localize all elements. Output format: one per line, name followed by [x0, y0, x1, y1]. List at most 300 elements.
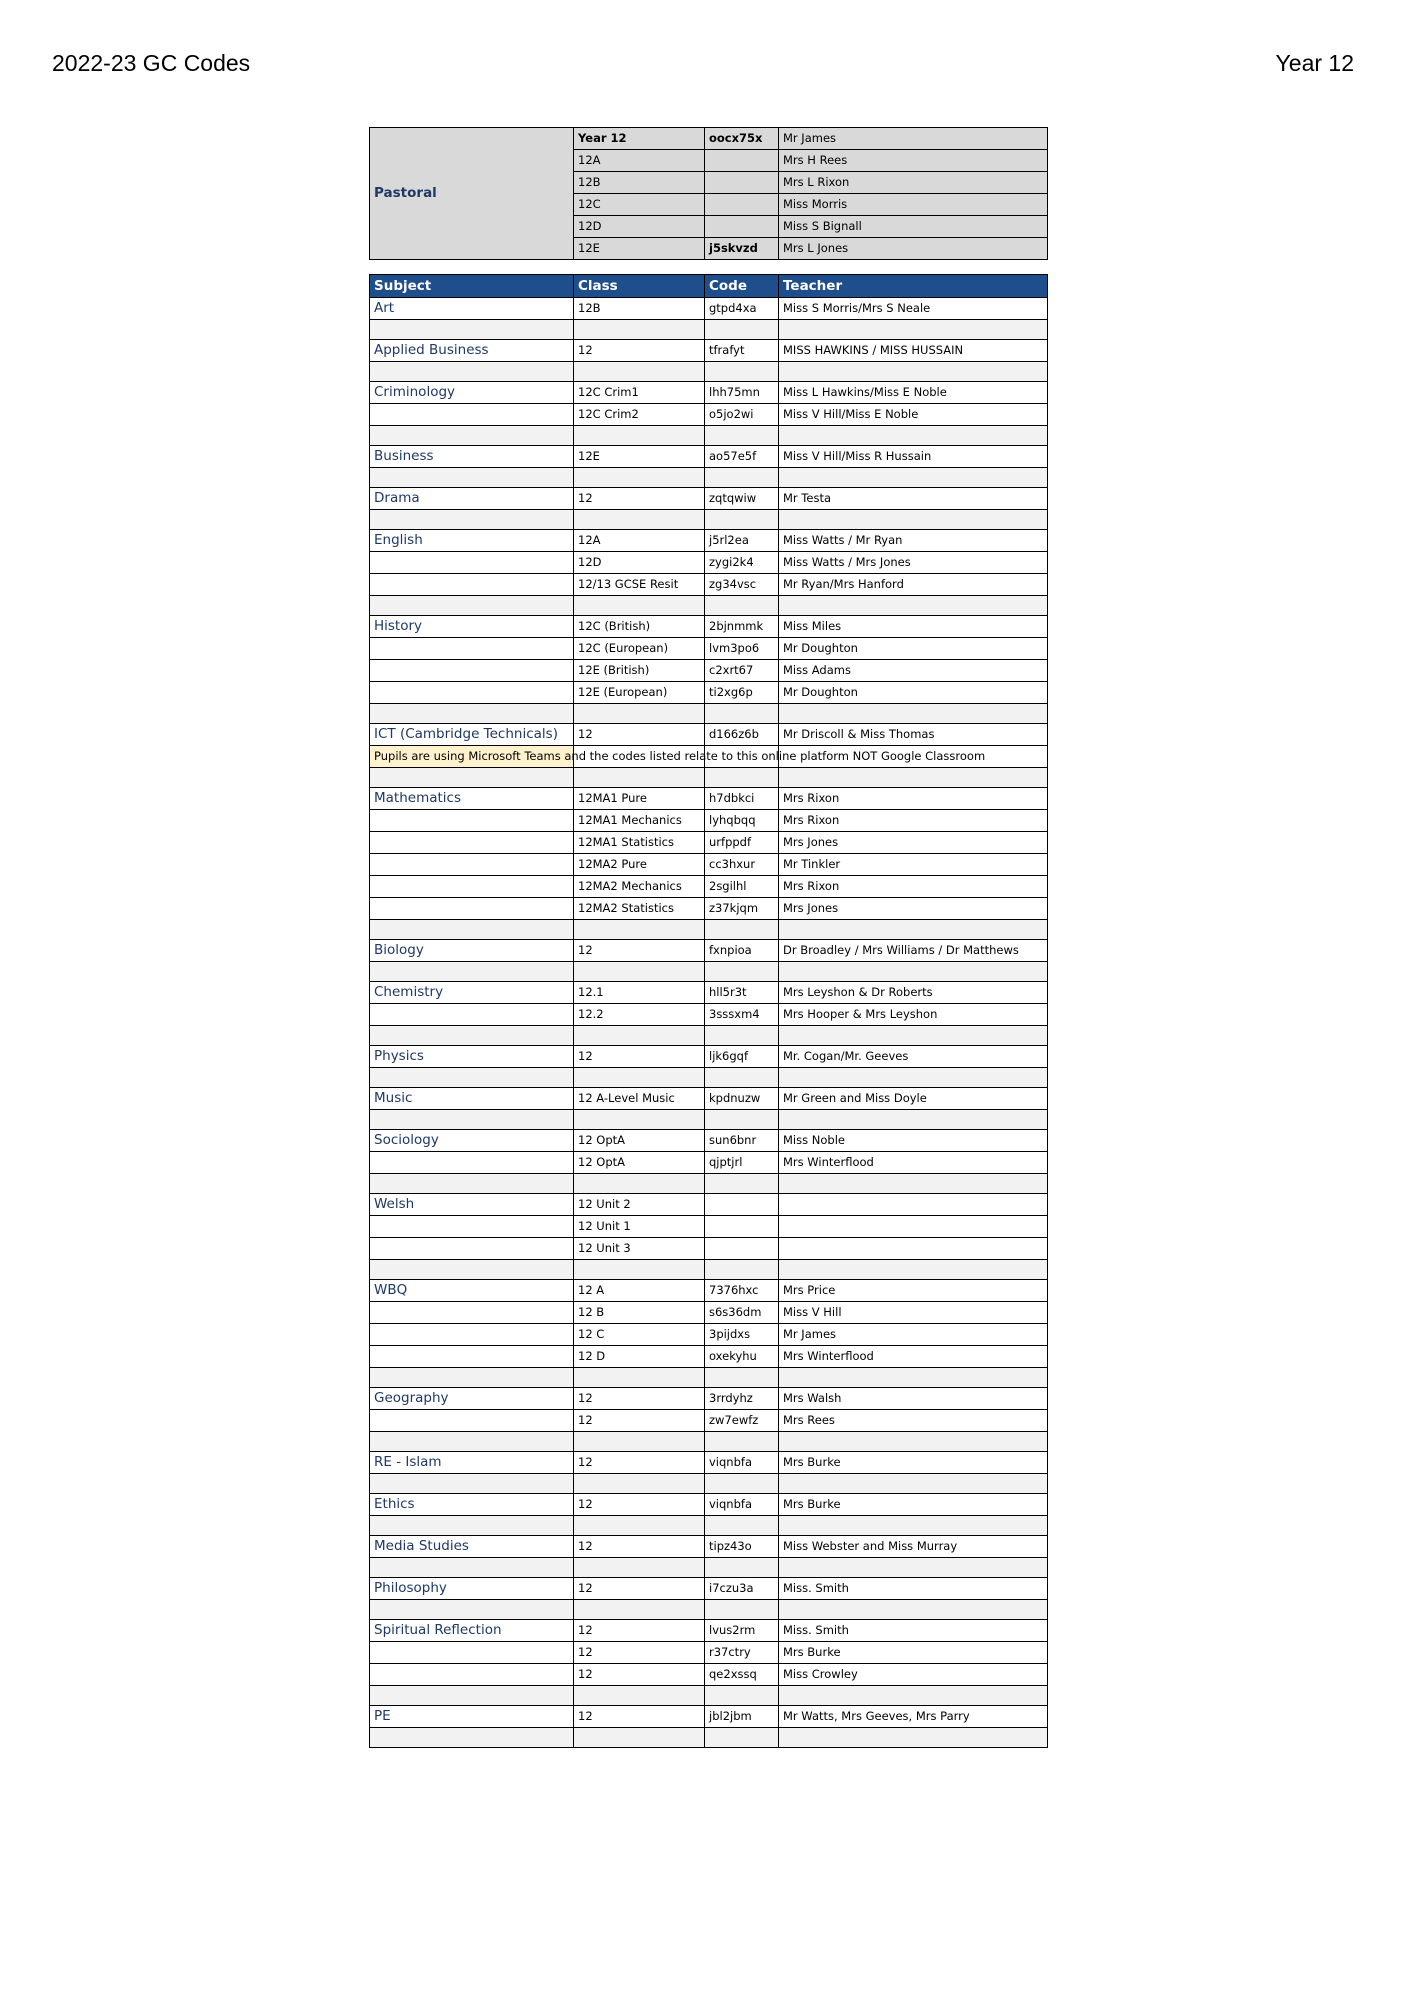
teacher-cell: Mrs Leyshon & Dr Roberts [779, 982, 1048, 1004]
teacher-cell: Miss. Smith [779, 1578, 1048, 1600]
table-row [370, 1388, 1048, 1410]
subject-cell [370, 638, 574, 660]
spacer-row [370, 1174, 1048, 1194]
class-cell: 12 [574, 1578, 705, 1600]
table-row [370, 660, 1048, 682]
subject-name: ICT (Cambridge Technicals) [370, 724, 574, 746]
subject-name: Philosophy [370, 1578, 574, 1600]
table-row [370, 298, 1048, 320]
spacer-row [370, 962, 1048, 982]
teacher-cell: Mrs L Jones [779, 238, 1048, 260]
class-cell: 12.1 [574, 982, 705, 1004]
code-cell: viqnbfa [705, 1494, 779, 1516]
spacer-cell [705, 426, 779, 446]
teacher-cell: Mr Tinkler [779, 854, 1048, 876]
class-cell: 12B [574, 298, 705, 320]
table-row [370, 876, 1048, 898]
spacer-cell [370, 1068, 574, 1088]
class-cell: 12C [574, 194, 705, 216]
subject-name: Applied Business [370, 340, 574, 362]
class-cell: 12.2 [574, 1004, 705, 1026]
code-cell: ljk6gqf [705, 1046, 779, 1068]
table-row [370, 1642, 1048, 1664]
class-cell: 12B [574, 172, 705, 194]
subject-name: Criminology [370, 382, 574, 404]
spacer-cell [779, 468, 1048, 488]
table-row [370, 530, 1048, 552]
table-row [370, 1578, 1048, 1600]
spacer-cell [574, 920, 705, 940]
spacer-cell [779, 320, 1048, 340]
spacer-cell [705, 1686, 779, 1706]
table-row [370, 1536, 1048, 1558]
spacer-cell [370, 1686, 574, 1706]
spacer-cell [705, 362, 779, 382]
teacher-cell: Mrs Rees [779, 1410, 1048, 1432]
code-cell: ao57e5f [705, 446, 779, 468]
spacer-cell [705, 920, 779, 940]
table-row [370, 446, 1048, 468]
spacer-cell [370, 1368, 574, 1388]
class-cell: 12 [574, 1536, 705, 1558]
column-header: Class [574, 275, 705, 298]
class-cell: 12MA1 Pure [574, 788, 705, 810]
spacer-cell [779, 426, 1048, 446]
code-cell [705, 1194, 779, 1216]
spacer-cell [574, 1686, 705, 1706]
spacer-row [370, 1474, 1048, 1494]
code-cell: sun6bnr [705, 1130, 779, 1152]
teacher-cell: Miss S Morris/Mrs S Neale [779, 298, 1048, 320]
spacer-row [370, 1432, 1048, 1452]
table-row [370, 854, 1048, 876]
spacer-cell [574, 1026, 705, 1046]
teacher-cell: Mr Ryan/Mrs Hanford [779, 574, 1048, 596]
code-cell: urfppdf [705, 832, 779, 854]
class-cell: 12E [574, 446, 705, 468]
table-row [370, 1452, 1048, 1474]
table-row [370, 1004, 1048, 1026]
spacer-cell [370, 1516, 574, 1536]
teacher-cell: Miss Watts / Mrs Jones [779, 552, 1048, 574]
spacer-cell [574, 1600, 705, 1620]
spacer-cell [574, 596, 705, 616]
spacer-row [370, 1260, 1048, 1280]
class-cell: 12 [574, 1664, 705, 1686]
teacher-cell: Mrs L Rixon [779, 172, 1048, 194]
subject-cell [370, 854, 574, 876]
subject-name: Media Studies [370, 1536, 574, 1558]
subject-cell [370, 660, 574, 682]
class-cell: 12 D [574, 1346, 705, 1368]
table-row [370, 1410, 1048, 1432]
spacer-cell [779, 1432, 1048, 1452]
code-cell: ti2xg6p [705, 682, 779, 704]
class-cell: 12 [574, 488, 705, 510]
spacer-cell [779, 1110, 1048, 1130]
subject-cell [370, 1664, 574, 1686]
spacer-cell [370, 468, 574, 488]
spacer-cell [574, 426, 705, 446]
spacer-cell [370, 1600, 574, 1620]
code-cell: z37kjqm [705, 898, 779, 920]
code-cell: fxnpioa [705, 940, 779, 962]
spacer-cell [705, 320, 779, 340]
spacer-cell [779, 260, 1048, 275]
table-row [370, 382, 1048, 404]
teacher-cell: Miss Webster and Miss Murray [779, 1536, 1048, 1558]
spacer-cell [779, 1368, 1048, 1388]
code-cell [705, 216, 779, 238]
code-cell: viqnbfa [705, 1452, 779, 1474]
spacer-cell [370, 768, 574, 788]
column-header: Subject [370, 275, 574, 298]
class-cell: 12C (British) [574, 616, 705, 638]
teacher-cell: Mrs Jones [779, 832, 1048, 854]
subject-cell [370, 832, 574, 854]
class-cell: 12 [574, 1494, 705, 1516]
class-cell: 12 [574, 724, 705, 746]
spacer-cell [779, 1474, 1048, 1494]
spacer-row [370, 1026, 1048, 1046]
spacer-row [370, 1110, 1048, 1130]
teacher-cell: Mrs Burke [779, 1642, 1048, 1664]
subject-cell [370, 1346, 574, 1368]
spacer-cell [779, 1728, 1048, 1748]
code-cell [705, 194, 779, 216]
spacer-cell [370, 426, 574, 446]
spacer-cell [779, 1686, 1048, 1706]
teacher-cell: Miss L Hawkins/Miss E Noble [779, 382, 1048, 404]
teacher-cell: Mrs Jones [779, 898, 1048, 920]
teacher-cell: Dr Broadley / Mrs Williams / Dr Matthews [779, 940, 1048, 962]
subject-cell [370, 1642, 574, 1664]
spacer-cell [574, 468, 705, 488]
spacer-cell [779, 1600, 1048, 1620]
subject-name: Geography [370, 1388, 574, 1410]
subject-cell [370, 810, 574, 832]
subject-name: Sociology [370, 1130, 574, 1152]
spacer-cell [370, 320, 574, 340]
platform-note: Pupils are using Microsoft Teams and the codes listed relate to this online platform NOT Google Classroom [370, 746, 574, 768]
table-row [370, 1046, 1048, 1068]
spacer-cell [779, 704, 1048, 724]
class-cell: 12 Unit 2 [574, 1194, 705, 1216]
spacer-cell [779, 1026, 1048, 1046]
year-label: Year 12 [1275, 50, 1354, 76]
spacer-cell [370, 260, 574, 275]
teacher-cell: Miss Adams [779, 660, 1048, 682]
subject-name: Chemistry [370, 982, 574, 1004]
code-cell: lvus2rm [705, 1620, 779, 1642]
table-row [370, 832, 1048, 854]
class-cell: 12 [574, 940, 705, 962]
teacher-cell [779, 1238, 1048, 1260]
class-cell: 12C Crim1 [574, 382, 705, 404]
teacher-cell [779, 1194, 1048, 1216]
pastoral-row [370, 128, 1048, 150]
spacer-cell [574, 1558, 705, 1578]
spacer-cell [705, 1110, 779, 1130]
spacer-cell [574, 1068, 705, 1088]
subject-name: History [370, 616, 574, 638]
subject-cell [370, 1238, 574, 1260]
teacher-cell: Miss Morris [779, 194, 1048, 216]
subject-name: WBQ [370, 1280, 574, 1302]
subject-cell [370, 1324, 574, 1346]
spacer-cell [574, 768, 705, 788]
teacher-cell: Mrs Rixon [779, 810, 1048, 832]
table-row [370, 1346, 1048, 1368]
spacer-cell [705, 768, 779, 788]
subject-cell [370, 1410, 574, 1432]
spacer-cell [779, 362, 1048, 382]
table-row [370, 340, 1048, 362]
class-cell: 12MA2 Mechanics [574, 876, 705, 898]
spacer-cell [779, 962, 1048, 982]
table-row [370, 1494, 1048, 1516]
spacer-cell [705, 962, 779, 982]
spacer-cell [574, 704, 705, 724]
table-row [370, 1302, 1048, 1324]
class-cell: 12/13 GCSE Resit [574, 574, 705, 596]
subject-cell [370, 682, 574, 704]
table-row [370, 1238, 1048, 1260]
table-row [370, 1324, 1048, 1346]
spacer-cell [779, 1068, 1048, 1088]
class-cell: 12MA1 Statistics [574, 832, 705, 854]
class-cell: 12D [574, 552, 705, 574]
spacer-cell [705, 1728, 779, 1748]
class-cell: 12 [574, 340, 705, 362]
spacer-row [370, 320, 1048, 340]
spacer-cell [574, 1368, 705, 1388]
class-cell: 12 A [574, 1280, 705, 1302]
column-header-row [370, 275, 1048, 298]
spacer-cell [705, 1600, 779, 1620]
pastoral-section [370, 128, 1048, 260]
code-cell: lyhqbqq [705, 810, 779, 832]
code-cell: 2bjnmmk [705, 616, 779, 638]
table-row [370, 1664, 1048, 1686]
teacher-cell: Mr Doughton [779, 638, 1048, 660]
subject-cell [370, 1152, 574, 1174]
code-cell: 3sssxm4 [705, 1004, 779, 1026]
teacher-cell: Miss V Hill/Miss R Hussain [779, 446, 1048, 468]
table-row [370, 638, 1048, 660]
class-cell: 12E [574, 238, 705, 260]
teacher-cell: Mrs H Rees [779, 150, 1048, 172]
table-row [370, 810, 1048, 832]
code-cell: i7czu3a [705, 1578, 779, 1600]
spacer-cell [370, 1558, 574, 1578]
code-cell: cc3hxur [705, 854, 779, 876]
code-cell: j5rl2ea [705, 530, 779, 552]
teacher-cell: Mr James [779, 1324, 1048, 1346]
spacer-cell [705, 1026, 779, 1046]
spacer-cell [705, 1474, 779, 1494]
table-row [370, 1088, 1048, 1110]
spacer-row [370, 362, 1048, 382]
subject-cell [370, 876, 574, 898]
spacer-cell [705, 1368, 779, 1388]
code-cell: r37ctry [705, 1642, 779, 1664]
subject-name: Welsh [370, 1194, 574, 1216]
subject-name: Music [370, 1088, 574, 1110]
spacer-cell [370, 596, 574, 616]
code-cell: j5skvzd [705, 238, 779, 260]
class-cell: 12A [574, 150, 705, 172]
spacer-cell [779, 1260, 1048, 1280]
spacer-cell [779, 768, 1048, 788]
spacer-cell [779, 920, 1048, 940]
code-cell: kpdnuzw [705, 1088, 779, 1110]
code-cell: d166z6b [705, 724, 779, 746]
spacer-row [370, 1516, 1048, 1536]
subject-name: Business [370, 446, 574, 468]
teacher-cell: Mrs Rixon [779, 876, 1048, 898]
spacer-cell [370, 1432, 574, 1452]
subject-cell [370, 1302, 574, 1324]
teacher-cell: Mrs Burke [779, 1452, 1048, 1474]
code-cell: qe2xssq [705, 1664, 779, 1686]
teacher-cell: Mr Driscoll & Miss Thomas [779, 724, 1048, 746]
class-cell: 12 [574, 1452, 705, 1474]
teacher-cell: Mr Watts, Mrs Geeves, Mrs Parry [779, 1706, 1048, 1728]
class-cell: 12C Crim2 [574, 404, 705, 426]
teacher-cell: Miss Watts / Mr Ryan [779, 530, 1048, 552]
spacer-cell [574, 510, 705, 530]
subject-name: Drama [370, 488, 574, 510]
spacer-cell [705, 1516, 779, 1536]
class-cell: 12 [574, 1388, 705, 1410]
class-cell: 12 [574, 1410, 705, 1432]
teacher-cell: Miss Noble [779, 1130, 1048, 1152]
spacer-cell [574, 1110, 705, 1130]
spacer-row [370, 596, 1048, 616]
spacer-cell [705, 260, 779, 275]
code-cell: tfrafyt [705, 340, 779, 362]
spacer-cell [370, 510, 574, 530]
spacer-row [370, 1600, 1048, 1620]
class-cell: 12 OptA [574, 1152, 705, 1174]
code-cell: qjptjrl [705, 1152, 779, 1174]
class-cell: 12 Unit 3 [574, 1238, 705, 1260]
subject-name: Physics [370, 1046, 574, 1068]
teacher-cell: Miss V Hill [779, 1302, 1048, 1324]
subject-cell [370, 552, 574, 574]
teacher-cell: Miss Miles [779, 616, 1048, 638]
classroom-codes-table [369, 127, 1048, 1748]
teacher-cell: Mrs Rixon [779, 788, 1048, 810]
spacer-cell [574, 1474, 705, 1494]
table-row [370, 1152, 1048, 1174]
spacer-cell [779, 1516, 1048, 1536]
class-cell: 12 C [574, 1324, 705, 1346]
teacher-cell: MISS HAWKINS / MISS HUSSAIN [779, 340, 1048, 362]
teacher-cell: Miss Crowley [779, 1664, 1048, 1686]
code-cell: zygi2k4 [705, 552, 779, 574]
table-row [370, 1194, 1048, 1216]
teacher-cell: Mr Green and Miss Doyle [779, 1088, 1048, 1110]
class-cell: 12 [574, 1620, 705, 1642]
subject-name: RE - Islam [370, 1452, 574, 1474]
table-row [370, 488, 1048, 510]
spacer-cell [370, 1474, 574, 1494]
class-cell: 12 [574, 1642, 705, 1664]
code-cell: tipz43o [705, 1536, 779, 1558]
table-row [370, 724, 1048, 746]
table-row [370, 1130, 1048, 1152]
spacer-cell [705, 596, 779, 616]
class-cell: 12E (British) [574, 660, 705, 682]
subject-cell [370, 1216, 574, 1238]
teacher-cell: Mrs Burke [779, 1494, 1048, 1516]
teacher-cell: Mr. Cogan/Mr. Geeves [779, 1046, 1048, 1068]
spacer-cell [370, 1110, 574, 1130]
spacer-row [370, 260, 1048, 275]
spacer-cell [370, 1728, 574, 1748]
code-cell: o5jo2wi [705, 404, 779, 426]
column-header: Teacher [779, 275, 1048, 298]
spacer-row [370, 768, 1048, 788]
teacher-cell: Mrs Hooper & Mrs Leyshon [779, 1004, 1048, 1026]
code-cell [705, 172, 779, 194]
teacher-cell: Mr James [779, 128, 1048, 150]
spacer-cell [779, 510, 1048, 530]
table-row [370, 616, 1048, 638]
table-row [370, 1280, 1048, 1302]
spacer-cell [574, 1728, 705, 1748]
spacer-cell [705, 704, 779, 724]
spacer-cell [705, 1174, 779, 1194]
spacer-cell [370, 920, 574, 940]
spacer-cell [574, 1432, 705, 1452]
subject-cell [370, 574, 574, 596]
subject-name: Mathematics [370, 788, 574, 810]
subject-name: PE [370, 1706, 574, 1728]
spacer-cell [574, 320, 705, 340]
spacer-row [370, 510, 1048, 530]
class-cell: 12MA2 Statistics [574, 898, 705, 920]
spacer-cell [574, 1174, 705, 1194]
class-cell: 12C (European) [574, 638, 705, 660]
subject-name: Spiritual Reflection [370, 1620, 574, 1642]
code-cell: zg34vsc [705, 574, 779, 596]
class-cell: 12E (European) [574, 682, 705, 704]
subject-name: English [370, 530, 574, 552]
teacher-cell: Mrs Walsh [779, 1388, 1048, 1410]
subject-cell [370, 1004, 574, 1026]
spacer-cell [574, 1516, 705, 1536]
subject-name: Ethics [370, 1494, 574, 1516]
code-cell [705, 1238, 779, 1260]
class-cell: 12 Unit 1 [574, 1216, 705, 1238]
class-cell: 12MA2 Pure [574, 854, 705, 876]
teacher-cell [779, 1216, 1048, 1238]
table-row [370, 982, 1048, 1004]
spacer-cell [779, 1174, 1048, 1194]
spacer-cell [574, 260, 705, 275]
code-cell: hll5r3t [705, 982, 779, 1004]
code-cell: 7376hxc [705, 1280, 779, 1302]
code-cell: c2xrt67 [705, 660, 779, 682]
spacer-cell [370, 962, 574, 982]
table-row [370, 898, 1048, 920]
code-cell: 3rrdyhz [705, 1388, 779, 1410]
teacher-cell: Mrs Winterflood [779, 1346, 1048, 1368]
subjects-section [370, 260, 1048, 1748]
